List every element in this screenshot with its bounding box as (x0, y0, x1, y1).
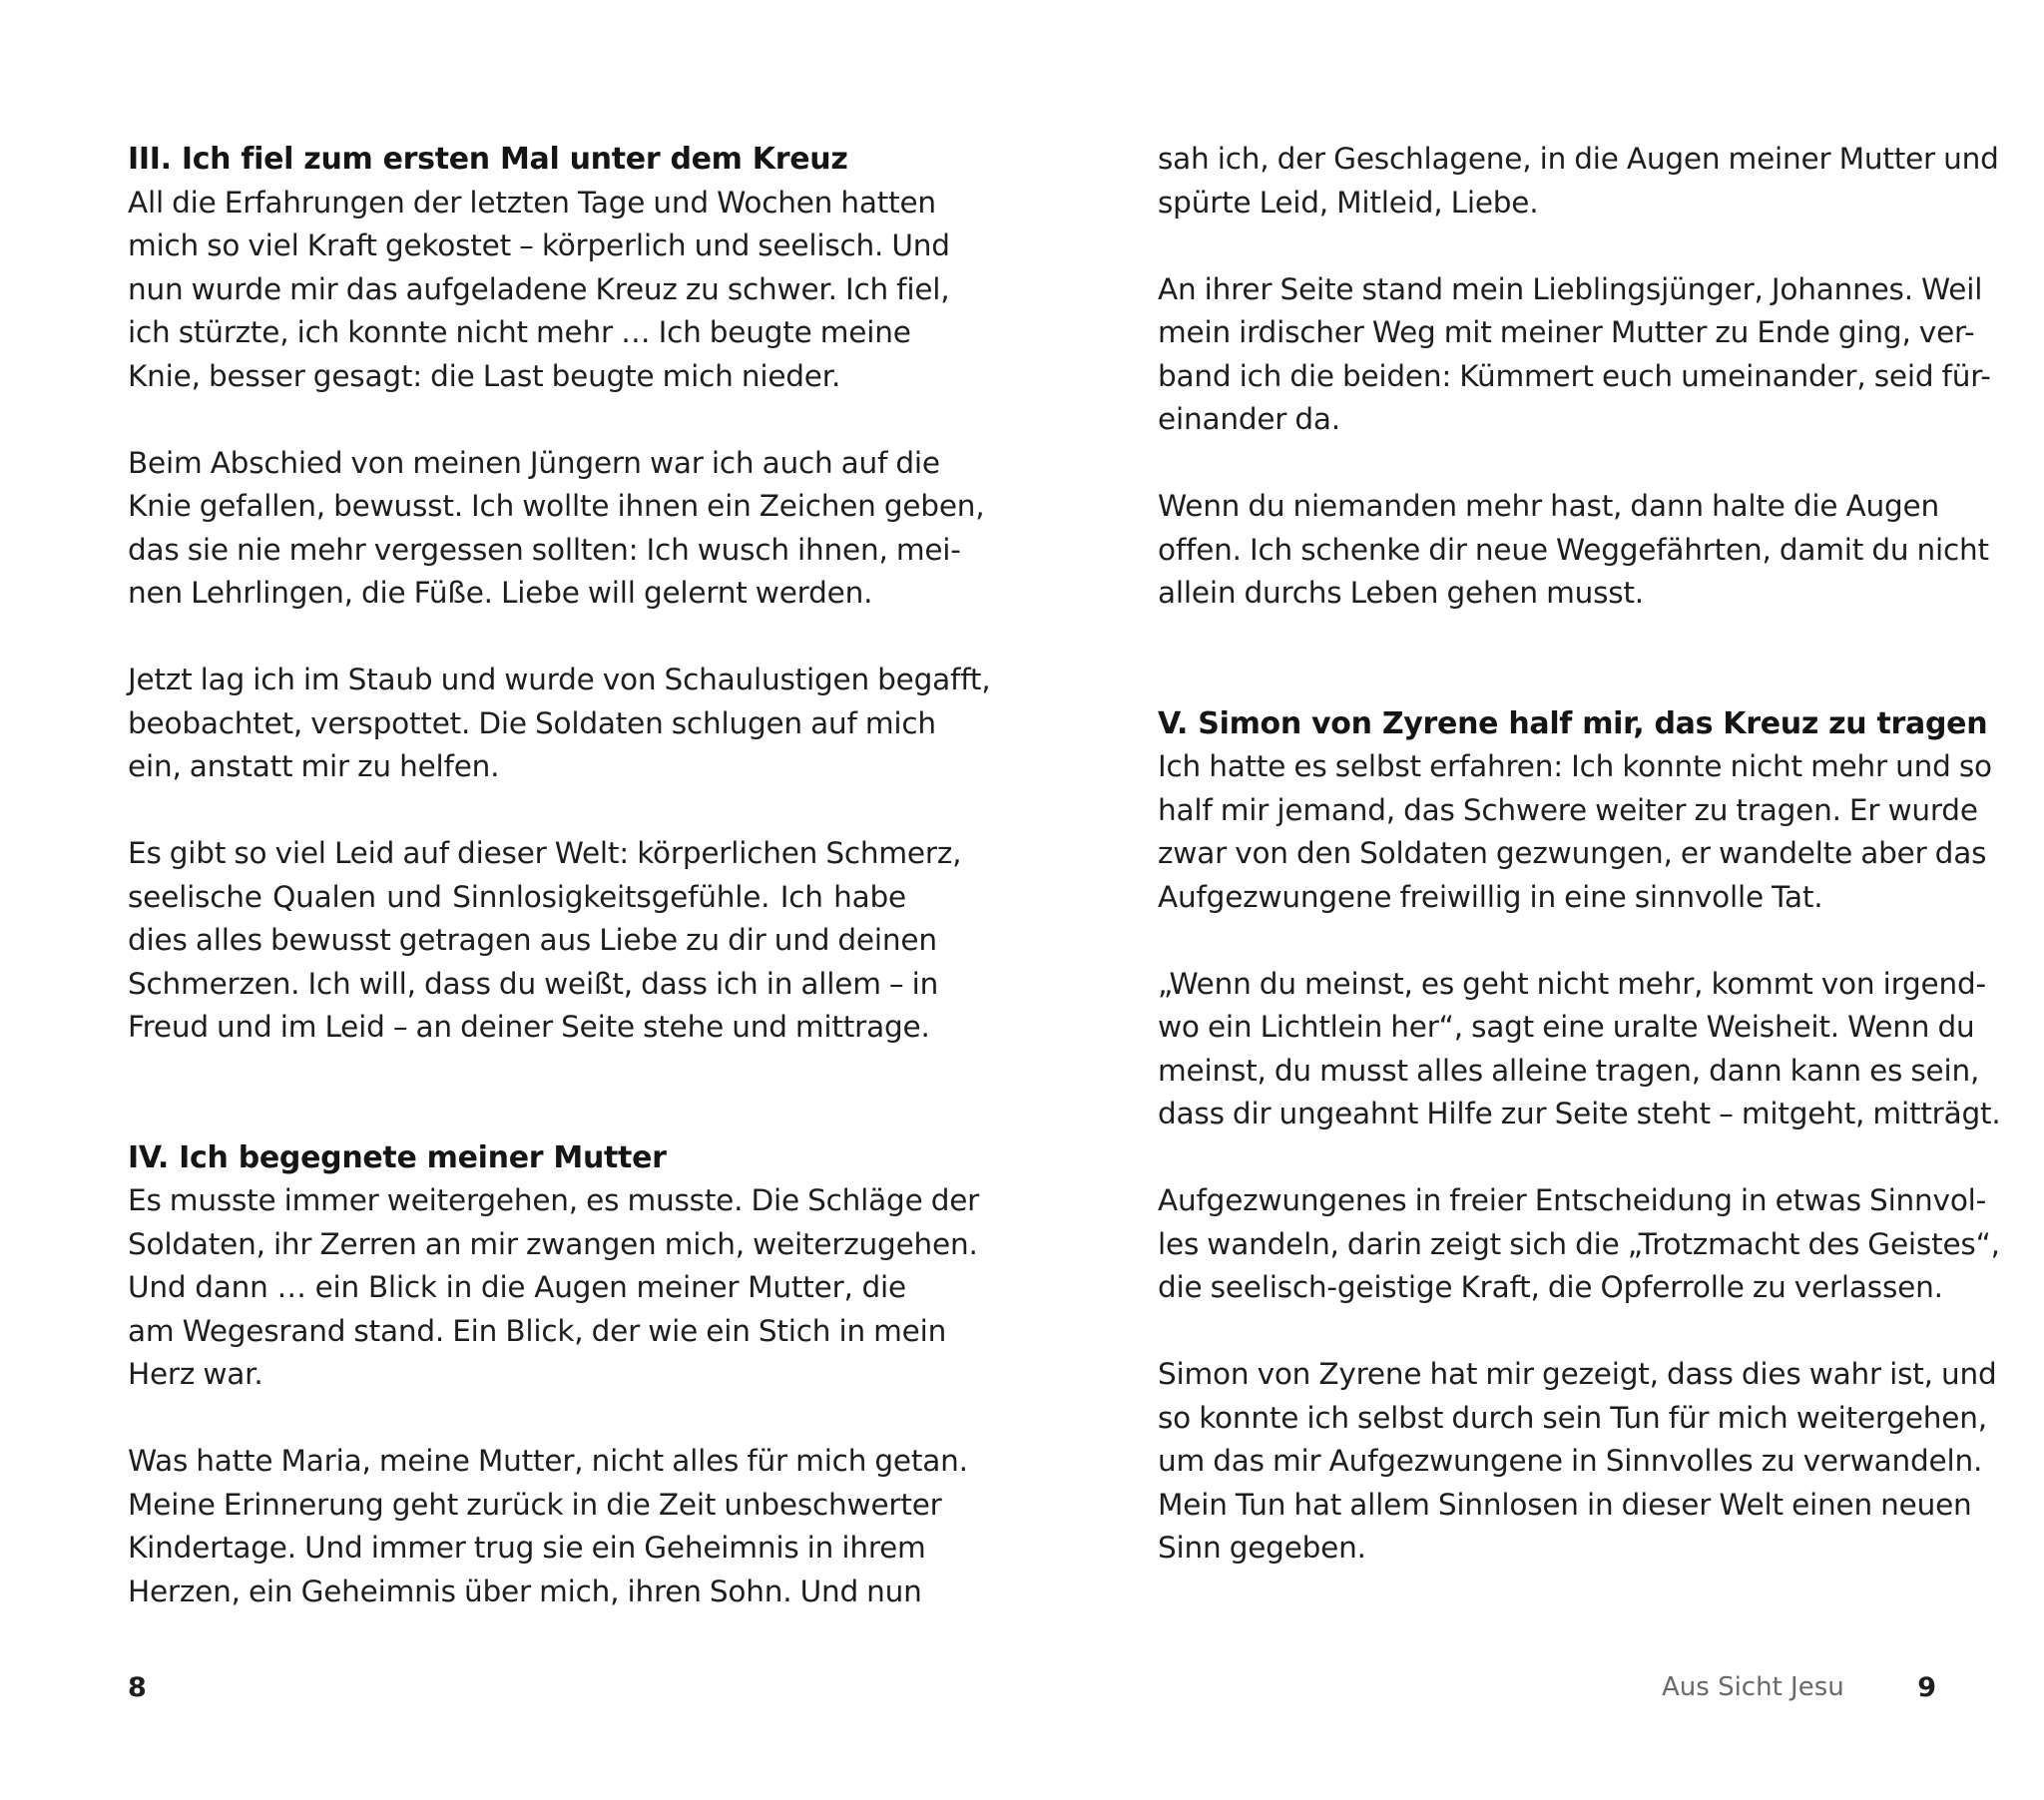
section-heading: IV. Ich begegnete meiner Mutter (128, 1139, 667, 1175)
text-line: so konnte ich selbst durch sein Tun für mich weitergehen, (1158, 1400, 1987, 1435)
text-line: Soldaten, ihr Zerren an mir zwangen mich, weiterzugehen. (128, 1226, 978, 1261)
section-iv-continued (1158, 138, 1999, 616)
text-line: Es musste immer weitergehen, es musste. Die Schläge der (128, 1183, 980, 1217)
text-line: Knie gefallen, bewusst. Ich wollte ihnen ein Zeichen geben, (128, 489, 985, 523)
text-line: Meine Erinnerung geht zurück in die Zeit unbeschwerter (128, 1487, 942, 1522)
text-line: sah ich, der Geschlagene, in die Augen meiner Mutter und (1158, 142, 1999, 176)
text-line: beobachtet, verspottet. Die Soldaten schlugen auf mich (128, 705, 936, 740)
section-heading: III. Ich fiel zum ersten Mal unter dem Kreuz (128, 142, 848, 177)
text-line: einander da. (1158, 402, 1340, 436)
section-iv (128, 1136, 980, 1614)
paragraph (1158, 138, 1999, 225)
text-line: Aufgezwungene freiwillig in eine sinnvolle Tat. (1158, 879, 1823, 914)
text-line: Herzen, ein Geheimnis über mich, ihren Sohn. Und nun (128, 1574, 922, 1608)
text-line: spürte Leid, Mitleid, Liebe. (1158, 185, 1539, 220)
paragraph (128, 659, 991, 789)
right-column (1158, 138, 2001, 1571)
text-line: Beim Abschied von meinen Jüngern war ich auch auf die (128, 445, 940, 480)
text-line: nen Lehrlingen, die Füße. Liebe will gelernt werden. (128, 576, 873, 610)
text-line: Sinn gegeben. (1158, 1531, 1366, 1565)
paragraph (1158, 268, 1991, 442)
paragraph (128, 442, 985, 616)
text-line: ein, anstatt mir zu helfen. (128, 749, 500, 783)
paragraph (128, 182, 950, 399)
left-column (128, 138, 991, 1613)
text-line: Aufgezwungenes in freier Entscheidung in etwas Sinnvol- (1158, 1183, 1987, 1217)
left-page (128, 0, 991, 1800)
text-line: ich stürzte, ich konnte nicht mehr … Ich beugte meine (128, 315, 911, 349)
text-line: Knie, besser gesagt: die Last beugte mich nieder. (128, 358, 841, 393)
text-line: Freud und im Leid – an deiner Seite stehe und mittrage. (128, 1010, 930, 1044)
text-line: nun wurde mir das aufgeladene Kreuz zu schwer. Ich fiel, (128, 271, 950, 306)
text-line: Kindertage. Und immer trug sie ein Geheimnis in ihrem (128, 1531, 926, 1565)
text-line: Was hatte Maria, meine Mutter, nicht alles für mich getan. (128, 1444, 968, 1478)
text-line: meinst, du musst alles alleine tragen, dann kann es sein, (1158, 1053, 1980, 1088)
text-line: Herz war. (128, 1357, 263, 1391)
text-line: All die Erfahrungen der letzten Tage und Wochen hatten (128, 185, 936, 220)
text-line: Jetzt lag ich im Staub und wurde von Schaulustigen begafft, (128, 663, 991, 696)
paragraph (1158, 963, 2001, 1136)
text-line: die seelisch-geistige Kraft, die Opferrolle zu verlassen. (1158, 1270, 1943, 1304)
text-line: les wandeln, darin zeigt sich die „Trotzmacht des Geistes“, (1158, 1226, 2000, 1261)
text-line: offen. Ich schenke dir neue Weggefährten, damit du nicht (1158, 532, 1989, 567)
text-line: Und dann … ein Blick in die Augen meiner Mutter, die (128, 1270, 906, 1304)
text-line: An ihrer Seite stand mein Lieblingsjünger, Johannes. Weil (1158, 271, 1983, 306)
section-iii (128, 138, 991, 1050)
text-line: mich so viel Kraft gekostet – körperlich und seelisch. Und (128, 228, 950, 262)
text-line: „Wenn du meinst, es geht nicht mehr, kommt von irgend- (1158, 966, 1986, 1001)
text-line: dies alles bewusst getragen aus Liebe zu dir und deinen (128, 923, 937, 957)
section-v (1158, 702, 2001, 1571)
text-line: zwar von den Soldaten gezwungen, er wandelte aber das (1158, 836, 1987, 870)
text-line: allein durchs Leben gehen musst. (1158, 576, 1644, 610)
text-line: half mir jemand, das Schwere weiter zu tragen. Er wurde (1158, 792, 1978, 827)
section-heading: V. Simon von Zyrene half mir, das Kreuz zu tragen (1158, 705, 1988, 741)
text-line: um das mir Aufgezwungene in Sinnvolles zu verwandeln. (1158, 1444, 1983, 1478)
text-line: Mein Tun hat allem Sinnlosen in dieser Welt einen neuen (1158, 1487, 1972, 1522)
text-line: Schmerzen. Ich will, dass du weißt, dass ich in allem – in (128, 966, 939, 1001)
page-number: 8 (128, 1672, 147, 1703)
paragraph (1158, 1179, 2000, 1310)
paragraph (1158, 485, 1989, 616)
text-line: am Wegesrand stand. Ein Blick, der wie ein Stich in mein (128, 1313, 947, 1348)
text-line: mein irdischer Weg mit meiner Mutter zu Ende ging, ver- (1158, 315, 1975, 349)
text-line: das sie nie mehr vergessen sollten: Ich wusch ihnen, mei- (128, 532, 961, 567)
text-line: seelische Qualen und Sinnlosigkeitsgefühle. Ich habe (128, 879, 906, 914)
paragraph (128, 1440, 968, 1613)
right-page (1158, 0, 2001, 1800)
paragraph (128, 832, 962, 1050)
running-title: Aus Sicht Jesu (1662, 1672, 1844, 1702)
page-number: 9 (1917, 1672, 1936, 1703)
text-line: Wenn du niemanden mehr hast, dann halte die Augen (1158, 489, 1939, 523)
text-line: Es gibt so viel Leid auf dieser Welt: körperlichen Schmerz, (128, 836, 962, 870)
text-line: band ich die beiden: Kümmert euch umeinander, seid für- (1158, 358, 1991, 393)
text-line: wo ein Lichtlein her“, sagt eine uralte Weisheit. Wenn du (1158, 1010, 1975, 1044)
paragraph (1158, 1353, 1997, 1571)
paragraph (1158, 745, 1992, 919)
text-line: dass dir ungeahnt Hilfe zur Seite steht – mitgeht, mitträgt. (1158, 1097, 2001, 1130)
text-line: Simon von Zyrene hat mir gezeigt, dass dies wahr ist, und (1158, 1357, 1997, 1391)
text-line: Ich hatte es selbst erfahren: Ich konnte nicht mehr und so (1158, 749, 1992, 783)
paragraph (128, 1179, 980, 1397)
